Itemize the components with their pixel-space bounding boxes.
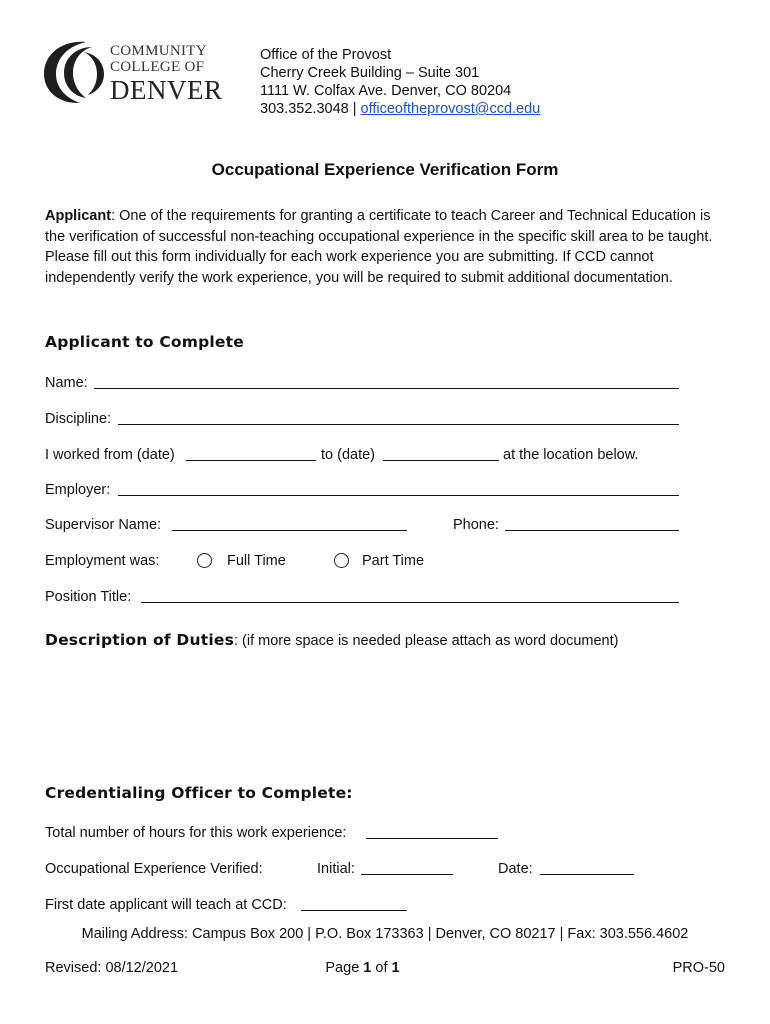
verified-label: Occupational Experience Verified:	[45, 861, 263, 877]
revised-date: Revised: 08/12/2021	[45, 960, 179, 976]
duties-heading-row	[45, 631, 618, 650]
full-time-radio[interactable]	[197, 553, 212, 568]
phone-label: Phone:	[453, 517, 499, 533]
page-prefix: Page	[325, 960, 360, 976]
page-of: of	[375, 960, 388, 976]
hours-label: Total number of hours for this work experience:	[45, 825, 347, 841]
office-email-link[interactable]: officeoftheprovost@ccd.edu	[360, 101, 541, 117]
duties-note: : (if more space is needed please attach as word document)	[234, 633, 619, 649]
intro-text: : One of the requirements for granting a certificate to teach Career and Technical Education is the verification of successful non-teaching occupational experience in the specific skill area to be taught. Please fill out this form individually for each work experience you are submitting. If CCD cannot independently verify the work experience, you will be required to submit additional documentation.	[45, 208, 713, 286]
to-date-label: to (date)	[321, 447, 375, 463]
mailing-address: Mailing Address: Campus Box 200 | P.O. Box 173363 | Denver, CO 80217 | Fax: 303.556.4602	[81, 926, 689, 942]
ccd-logo-text	[110, 44, 223, 104]
office-line2: Cherry Creek Building – Suite 301	[260, 65, 480, 81]
duties-heading: Description of Duties	[45, 631, 234, 649]
intro-label: Applicant	[45, 208, 112, 224]
page-total: 1	[391, 960, 400, 976]
name-label: Name:	[45, 375, 88, 391]
duties-textarea[interactable]	[45, 656, 680, 776]
office-phone: 303.352.3048 |	[260, 101, 357, 117]
applicant-section-heading: Applicant to Complete	[45, 333, 244, 351]
worked-from-label: I worked from (date)	[45, 447, 175, 463]
logo-line3: DENVER	[110, 75, 223, 105]
logo-line2: COLLEGE OF	[110, 59, 205, 75]
employment-label: Employment was:	[45, 553, 160, 569]
officer-date-label: Date:	[498, 861, 533, 877]
first-date-field[interactable]	[301, 910, 407, 911]
employer-label: Employer:	[45, 482, 111, 498]
officer-date-field[interactable]	[540, 874, 634, 875]
form-id: PRO-50	[672, 960, 725, 976]
logo-line1: COMMUNITY	[110, 43, 207, 59]
officer-section-heading: Credentialing Officer to Complete:	[45, 784, 353, 802]
page-current: 1	[363, 960, 372, 976]
initial-label: Initial:	[317, 861, 355, 877]
part-time-radio[interactable]	[334, 553, 349, 568]
intro-paragraph	[45, 206, 725, 288]
office-line1: Office of the Provost	[260, 47, 392, 63]
ccd-logo-mark-icon	[40, 38, 110, 106]
first-date-label: First date applicant will teach at CCD:	[45, 897, 287, 913]
initial-field[interactable]	[361, 874, 453, 875]
part-time-label: Part Time	[362, 553, 425, 569]
employer-field[interactable]	[118, 495, 679, 496]
discipline-field[interactable]	[118, 424, 679, 425]
position-field[interactable]	[141, 602, 679, 603]
phone-field[interactable]	[505, 530, 679, 531]
office-line3: 1111 W. Colfax Ave. Denver, CO 80204	[260, 83, 512, 99]
supervisor-field[interactable]	[172, 530, 407, 531]
office-address	[260, 46, 540, 118]
discipline-label: Discipline:	[45, 411, 112, 427]
from-date-field[interactable]	[186, 460, 316, 461]
hours-field[interactable]	[366, 838, 498, 839]
location-label: at the location below.	[503, 447, 639, 463]
full-time-label: Full Time	[227, 553, 286, 569]
form-title: Occupational Experience Verification Form	[211, 160, 559, 179]
supervisor-label: Supervisor Name:	[45, 517, 162, 533]
name-field[interactable]	[94, 388, 679, 389]
to-date-field[interactable]	[383, 460, 499, 461]
position-label: Position Title:	[45, 589, 132, 605]
